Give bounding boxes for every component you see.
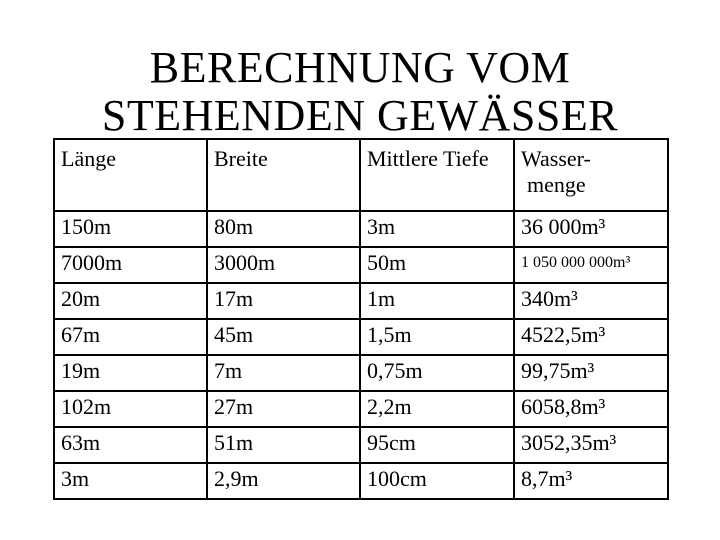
title-line-1: BERECHNUNG VOM: [149, 43, 571, 92]
header-volume-line-2: menge: [527, 172, 586, 197]
header-volume-line-1: Wasser-: [521, 146, 591, 171]
cell-length: 19m: [54, 355, 207, 391]
cell-depth: 100cm: [360, 463, 514, 499]
header-depth: Mittlere Tiefe: [360, 139, 514, 211]
table-row: [54, 391, 668, 427]
cell-width: 3000m: [207, 247, 360, 283]
table-row: [54, 355, 668, 391]
cell-width: 80m: [207, 211, 360, 247]
cell-width: 17m: [207, 283, 360, 319]
cell-length: 7000m: [54, 247, 207, 283]
cell-depth: 0,75m: [360, 355, 514, 391]
title-line-2: STEHENDEN GEWÄSSER: [101, 91, 619, 140]
table-row: [54, 247, 668, 283]
cell-width: 27m: [207, 391, 360, 427]
header-volume: [514, 139, 668, 211]
cell-volume: 4522,5m³: [514, 319, 668, 355]
cell-depth: 50m: [360, 247, 514, 283]
cell-depth: 1,5m: [360, 319, 514, 355]
cell-volume: 36 000m³: [514, 211, 668, 247]
calculation-table: [53, 138, 669, 500]
table-row: [54, 319, 668, 355]
cell-volume: 6058,8m³: [514, 391, 668, 427]
cell-volume: 3052,35m³: [514, 427, 668, 463]
cell-depth: 95cm: [360, 427, 514, 463]
cell-volume: 99,75m³: [514, 355, 668, 391]
header-length: Länge: [54, 139, 207, 211]
cell-length: 150m: [54, 211, 207, 247]
cell-width: 45m: [207, 319, 360, 355]
header-width: Breite: [207, 139, 360, 211]
cell-length: 63m: [54, 427, 207, 463]
cell-length: 67m: [54, 319, 207, 355]
cell-width: 7m: [207, 355, 360, 391]
cell-width: 2,9m: [207, 463, 360, 499]
cell-volume: 8,7m³: [514, 463, 668, 499]
cell-volume: 340m³: [514, 283, 668, 319]
table-row: [54, 463, 668, 499]
table-row: [54, 211, 668, 247]
cell-length: 20m: [54, 283, 207, 319]
table-header-row: [54, 139, 668, 211]
cell-depth: 3m: [360, 211, 514, 247]
cell-width: 51m: [207, 427, 360, 463]
cell-length: 102m: [54, 391, 207, 427]
cell-depth: 1m: [360, 283, 514, 319]
page-title: [0, 44, 720, 140]
table-row: [54, 427, 668, 463]
cell-volume: 1 050 000 000m³: [514, 247, 668, 283]
cell-depth: 2,2m: [360, 391, 514, 427]
table-row: [54, 283, 668, 319]
cell-length: 3m: [54, 463, 207, 499]
